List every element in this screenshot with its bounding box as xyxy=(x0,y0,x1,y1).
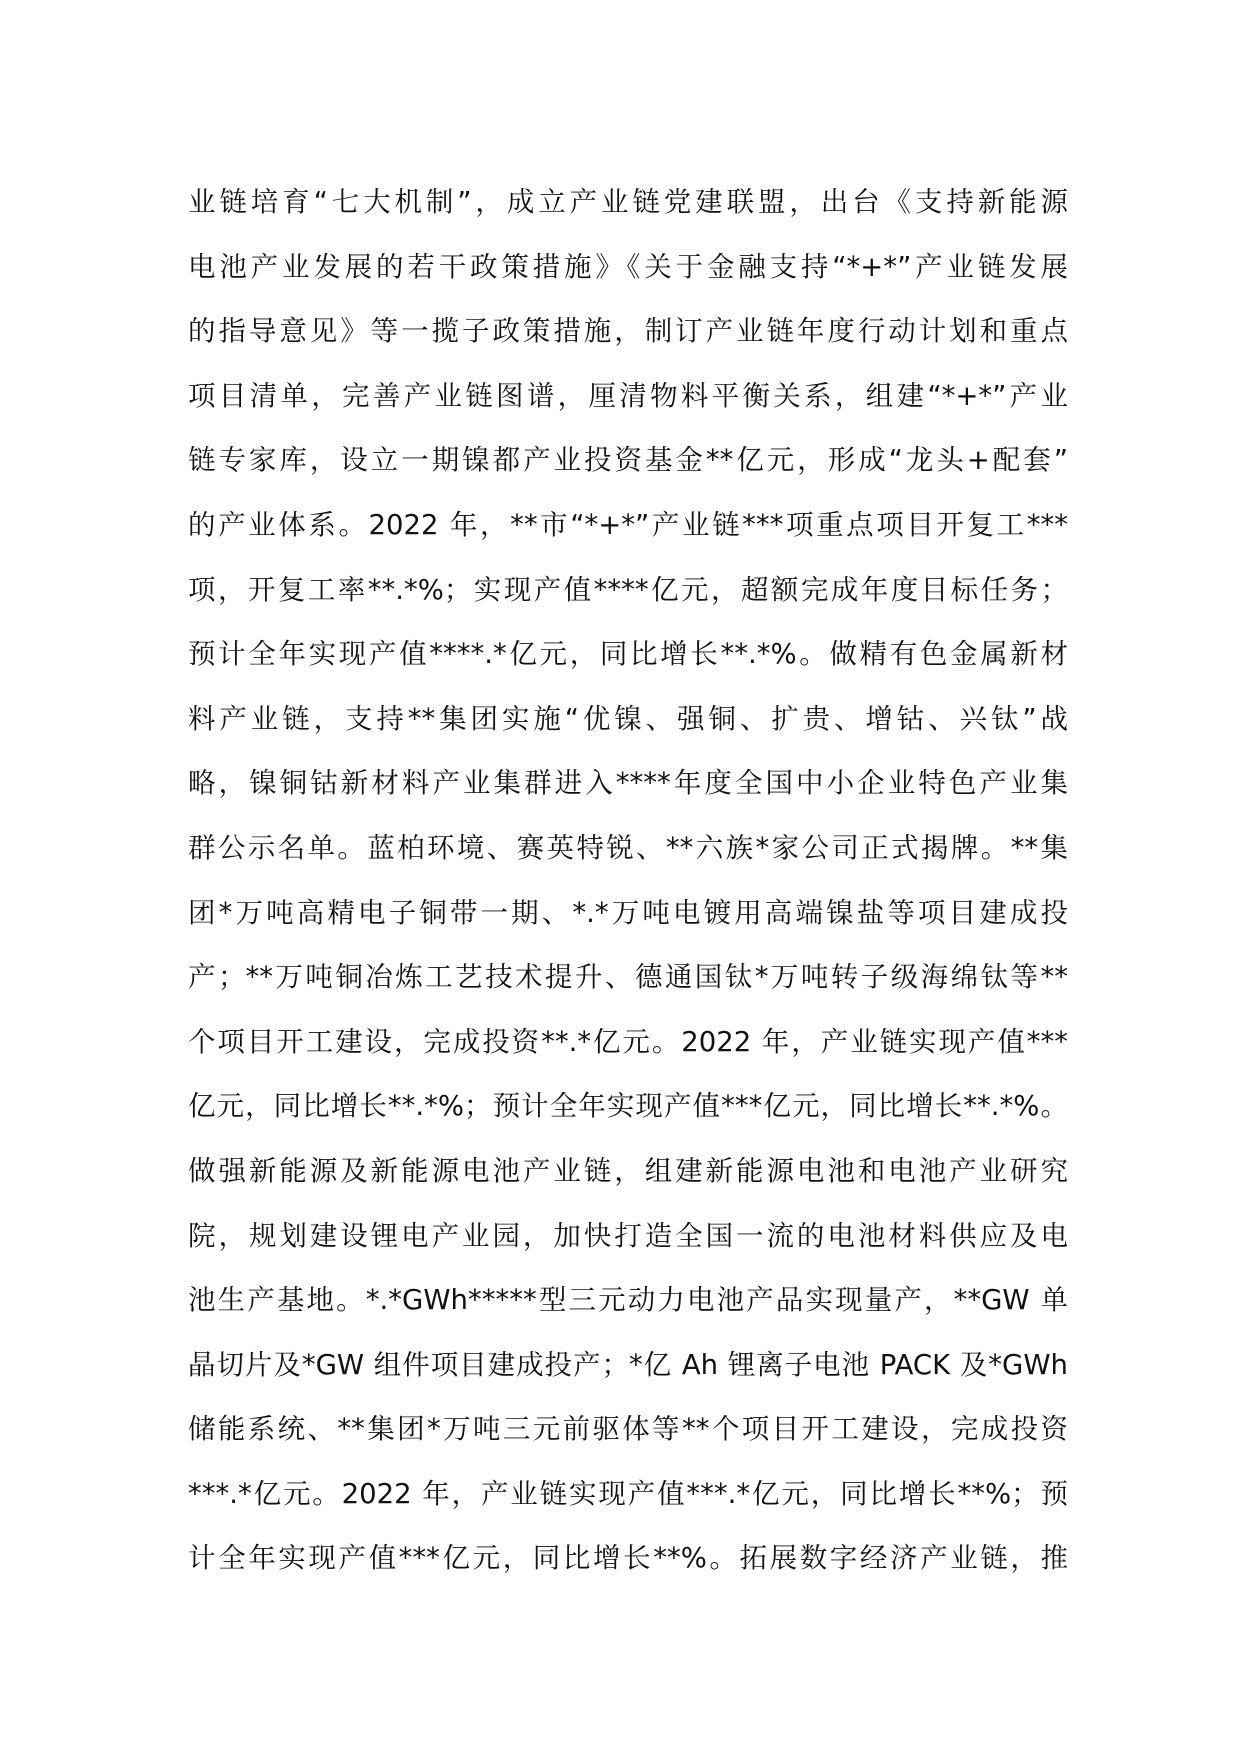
text-line: 团*万吨高精电子铜带一期、*.*万吨电镀用高端镍盐等项目建成投 xyxy=(188,896,1068,929)
body-paragraph xyxy=(188,170,1068,1591)
text-line: 链专家库，设立一期镍都产业投资基金**亿元，形成“龙头+配套” xyxy=(188,444,1068,477)
text-line: 的指导意见》等一揽子政策措施，制订产业链年度行动计划和重点 xyxy=(188,315,1068,348)
text-line: 电池产业发展的若干政策措施》《关于金融支持“*+*”产业链发展 xyxy=(188,250,1068,283)
text-line: 计全年实现产值***亿元，同比增长**%。拓展数字经济产业链，推 xyxy=(188,1542,1068,1575)
text-line: 略，镍铜钴新材料产业集群进入****年度全国中小企业特色产业集 xyxy=(188,767,1068,800)
text-line: 的产业体系。2022 年，**市“*+*”产业链***项重点项目开复工*** xyxy=(188,508,1068,541)
text-line: 个项目开工建设，完成投资**.*亿元。2022 年，产业链实现产值*** xyxy=(188,1025,1068,1058)
text-line: 储能系统、**集团*万吨三元前驱体等**个项目开工建设，完成投资 xyxy=(188,1413,1068,1446)
text-line: 预计全年实现产值****.*亿元，同比增长**.*%。做精有色金属新材 xyxy=(188,638,1068,671)
text-line: 院，规划建设锂电产业园，加快打造全国一流的电池材料供应及电 xyxy=(188,1219,1068,1252)
text-line: 料产业链，支持**集团实施“优镍、强铜、扩贵、增钴、兴钛”战 xyxy=(188,702,1068,735)
text-line: 群公示名单。蓝柏环境、赛英特锐、**六族*家公司正式揭牌。**集 xyxy=(188,831,1068,864)
text-line: ***.*亿元。2022 年，产业链实现产值***.*亿元，同比增长**%；预 xyxy=(188,1477,1068,1510)
text-line: 做强新能源及新能源电池产业链，组建新能源电池和电池产业研究 xyxy=(188,1154,1068,1187)
text-line: 项目清单，完善产业链图谱，厘清物料平衡关系，组建“*+*”产业 xyxy=(188,379,1068,412)
text-line: 晶切片及*GW 组件项目建成投产；*亿 Ah 锂离子电池 PACK 及*GWh xyxy=(188,1348,1068,1381)
text-line: 业链培育“七大机制”，成立产业链党建联盟，出台《支持新能源 xyxy=(188,186,1068,218)
text-line: 产；**万吨铜冶炼工艺技术提升、德通国钛*万吨转子级海绵钛等** xyxy=(188,961,1068,994)
text-line: 项，开复工率**.*%；实现产值****亿元，超额完成年度目标任务； xyxy=(188,573,1068,606)
text-line: 池生产基地。*.*GWh*****型三元动力电池产品实现量产，**GW 单 xyxy=(188,1284,1068,1317)
text-line: 亿元，同比增长**.*%；预计全年实现产值***亿元，同比增长**.*%。 xyxy=(188,1090,1068,1123)
